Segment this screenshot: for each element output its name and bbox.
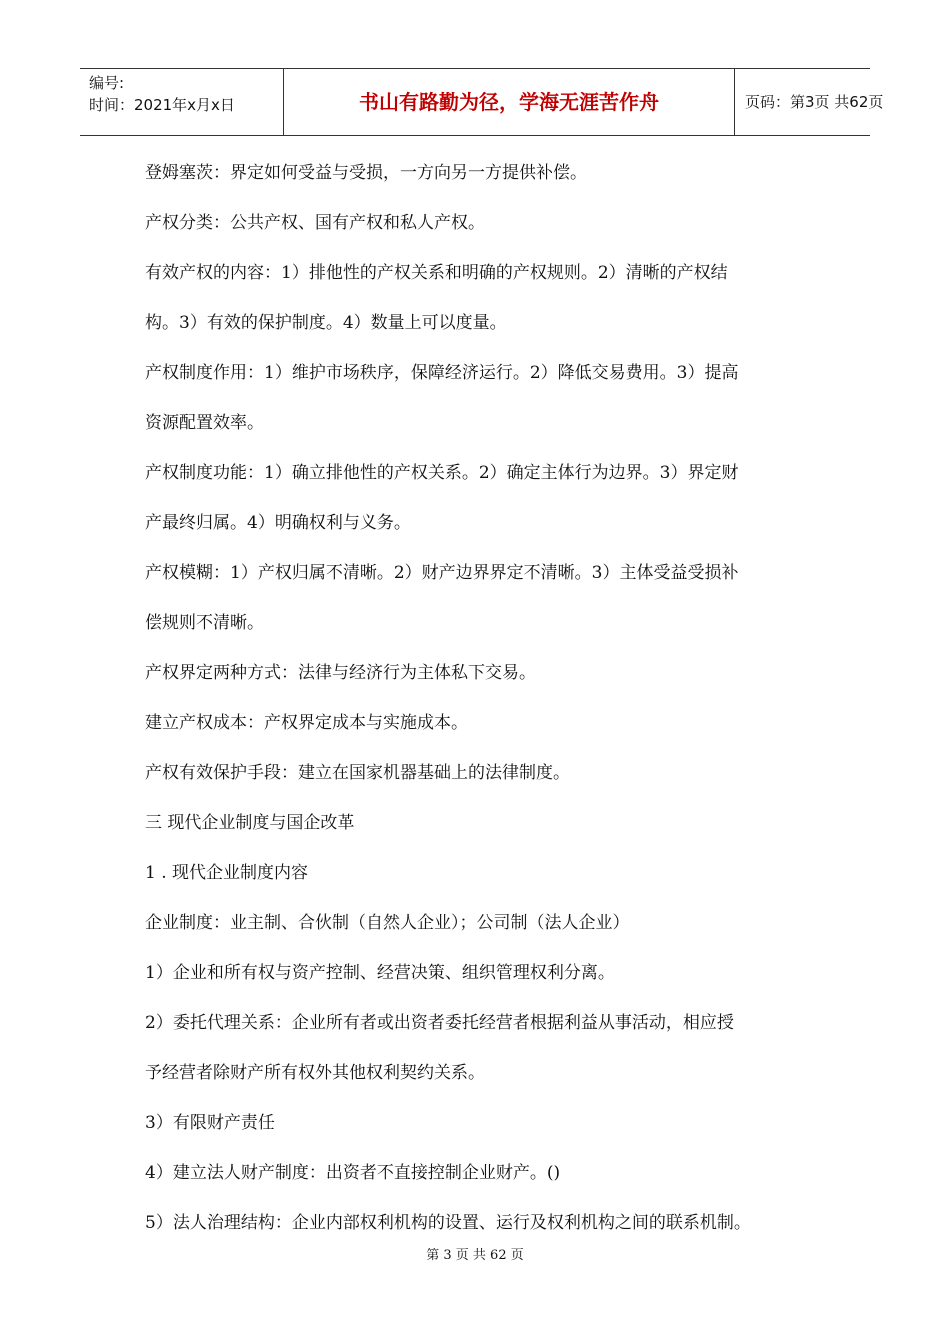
text-line: 产权有效保护手段：建立在国家机器基础上的法律制度。 bbox=[145, 763, 570, 783]
text-line: 建立产权成本：产权界定成本与实施成本。 bbox=[145, 713, 468, 733]
list-item: 5）法人治理结构：企业内部权利机构的设置、运行及权利机构之间的联系机制。 bbox=[145, 1213, 751, 1233]
document-body bbox=[145, 148, 835, 1248]
list-item: 2）委托代理关系：企业所有者或出资者委托经营者根据利益从事活动，相应授 bbox=[145, 1013, 734, 1033]
text-line: 产最终归属。4）明确权利与义务。 bbox=[145, 513, 411, 533]
header-page-info: 页码：第3页 共62页 bbox=[745, 93, 884, 111]
list-item: 1）企业和所有权与资产控制、经营决策、组织管理权利分离。 bbox=[145, 963, 615, 983]
text-line: 有效产权的内容：1）排他性的产权关系和明确的产权规则。2）清晰的产权结 bbox=[145, 263, 728, 283]
text-line: 予经营者除财产所有权外其他权利契约关系。 bbox=[145, 1063, 485, 1083]
section-heading: 三 现代企业制度与国企改革 bbox=[145, 813, 355, 833]
text-line: 产权分类：公共产权、国有产权和私人产权。 bbox=[145, 213, 485, 233]
text-line: 资源配置效率。 bbox=[145, 413, 264, 433]
text-line: 企业制度：业主制、合伙制（自然人企业）；公司制（法人企业） bbox=[145, 913, 630, 933]
number-label: 编号: bbox=[89, 74, 125, 92]
page-footer: 第 3 页 共 62 页 bbox=[426, 1248, 524, 1263]
header-left-cell bbox=[80, 69, 283, 135]
subsection-heading: 1 . 现代企业制度内容 bbox=[145, 863, 309, 883]
text-line: 登姆塞茨：界定如何受益与受损，一方向另一方提供补偿。 bbox=[145, 163, 587, 183]
list-item: 3）有限财产责任 bbox=[145, 1113, 275, 1133]
page-header bbox=[80, 68, 884, 136]
list-item: 4）建立法人财产制度：出资者不直接控制企业财产。() bbox=[145, 1163, 561, 1183]
text-line: 产权制度功能：1）确立排他性的产权关系。2）确定主体行为边界。3）界定财 bbox=[145, 463, 739, 483]
text-line: 偿规则不清晰。 bbox=[145, 613, 264, 633]
text-line: 产权模糊：1）产权归属不清晰。2）财产边界界定不清晰。3）主体受益受损补 bbox=[145, 563, 739, 583]
text-line: 产权制度作用：1）维护市场秩序，保障经济运行。2）降低交易费用。3）提高 bbox=[145, 363, 739, 383]
time-label: 时间：2021年x月x日 bbox=[89, 96, 235, 114]
text-line: 构。3）有效的保护制度。4）数量上可以度量。 bbox=[145, 313, 507, 333]
text-line: 产权界定两种方式：法律与经济行为主体私下交易。 bbox=[145, 663, 536, 683]
header-motto: 书山有路勤为径，学海无涯苦作舟 bbox=[283, 69, 735, 135]
